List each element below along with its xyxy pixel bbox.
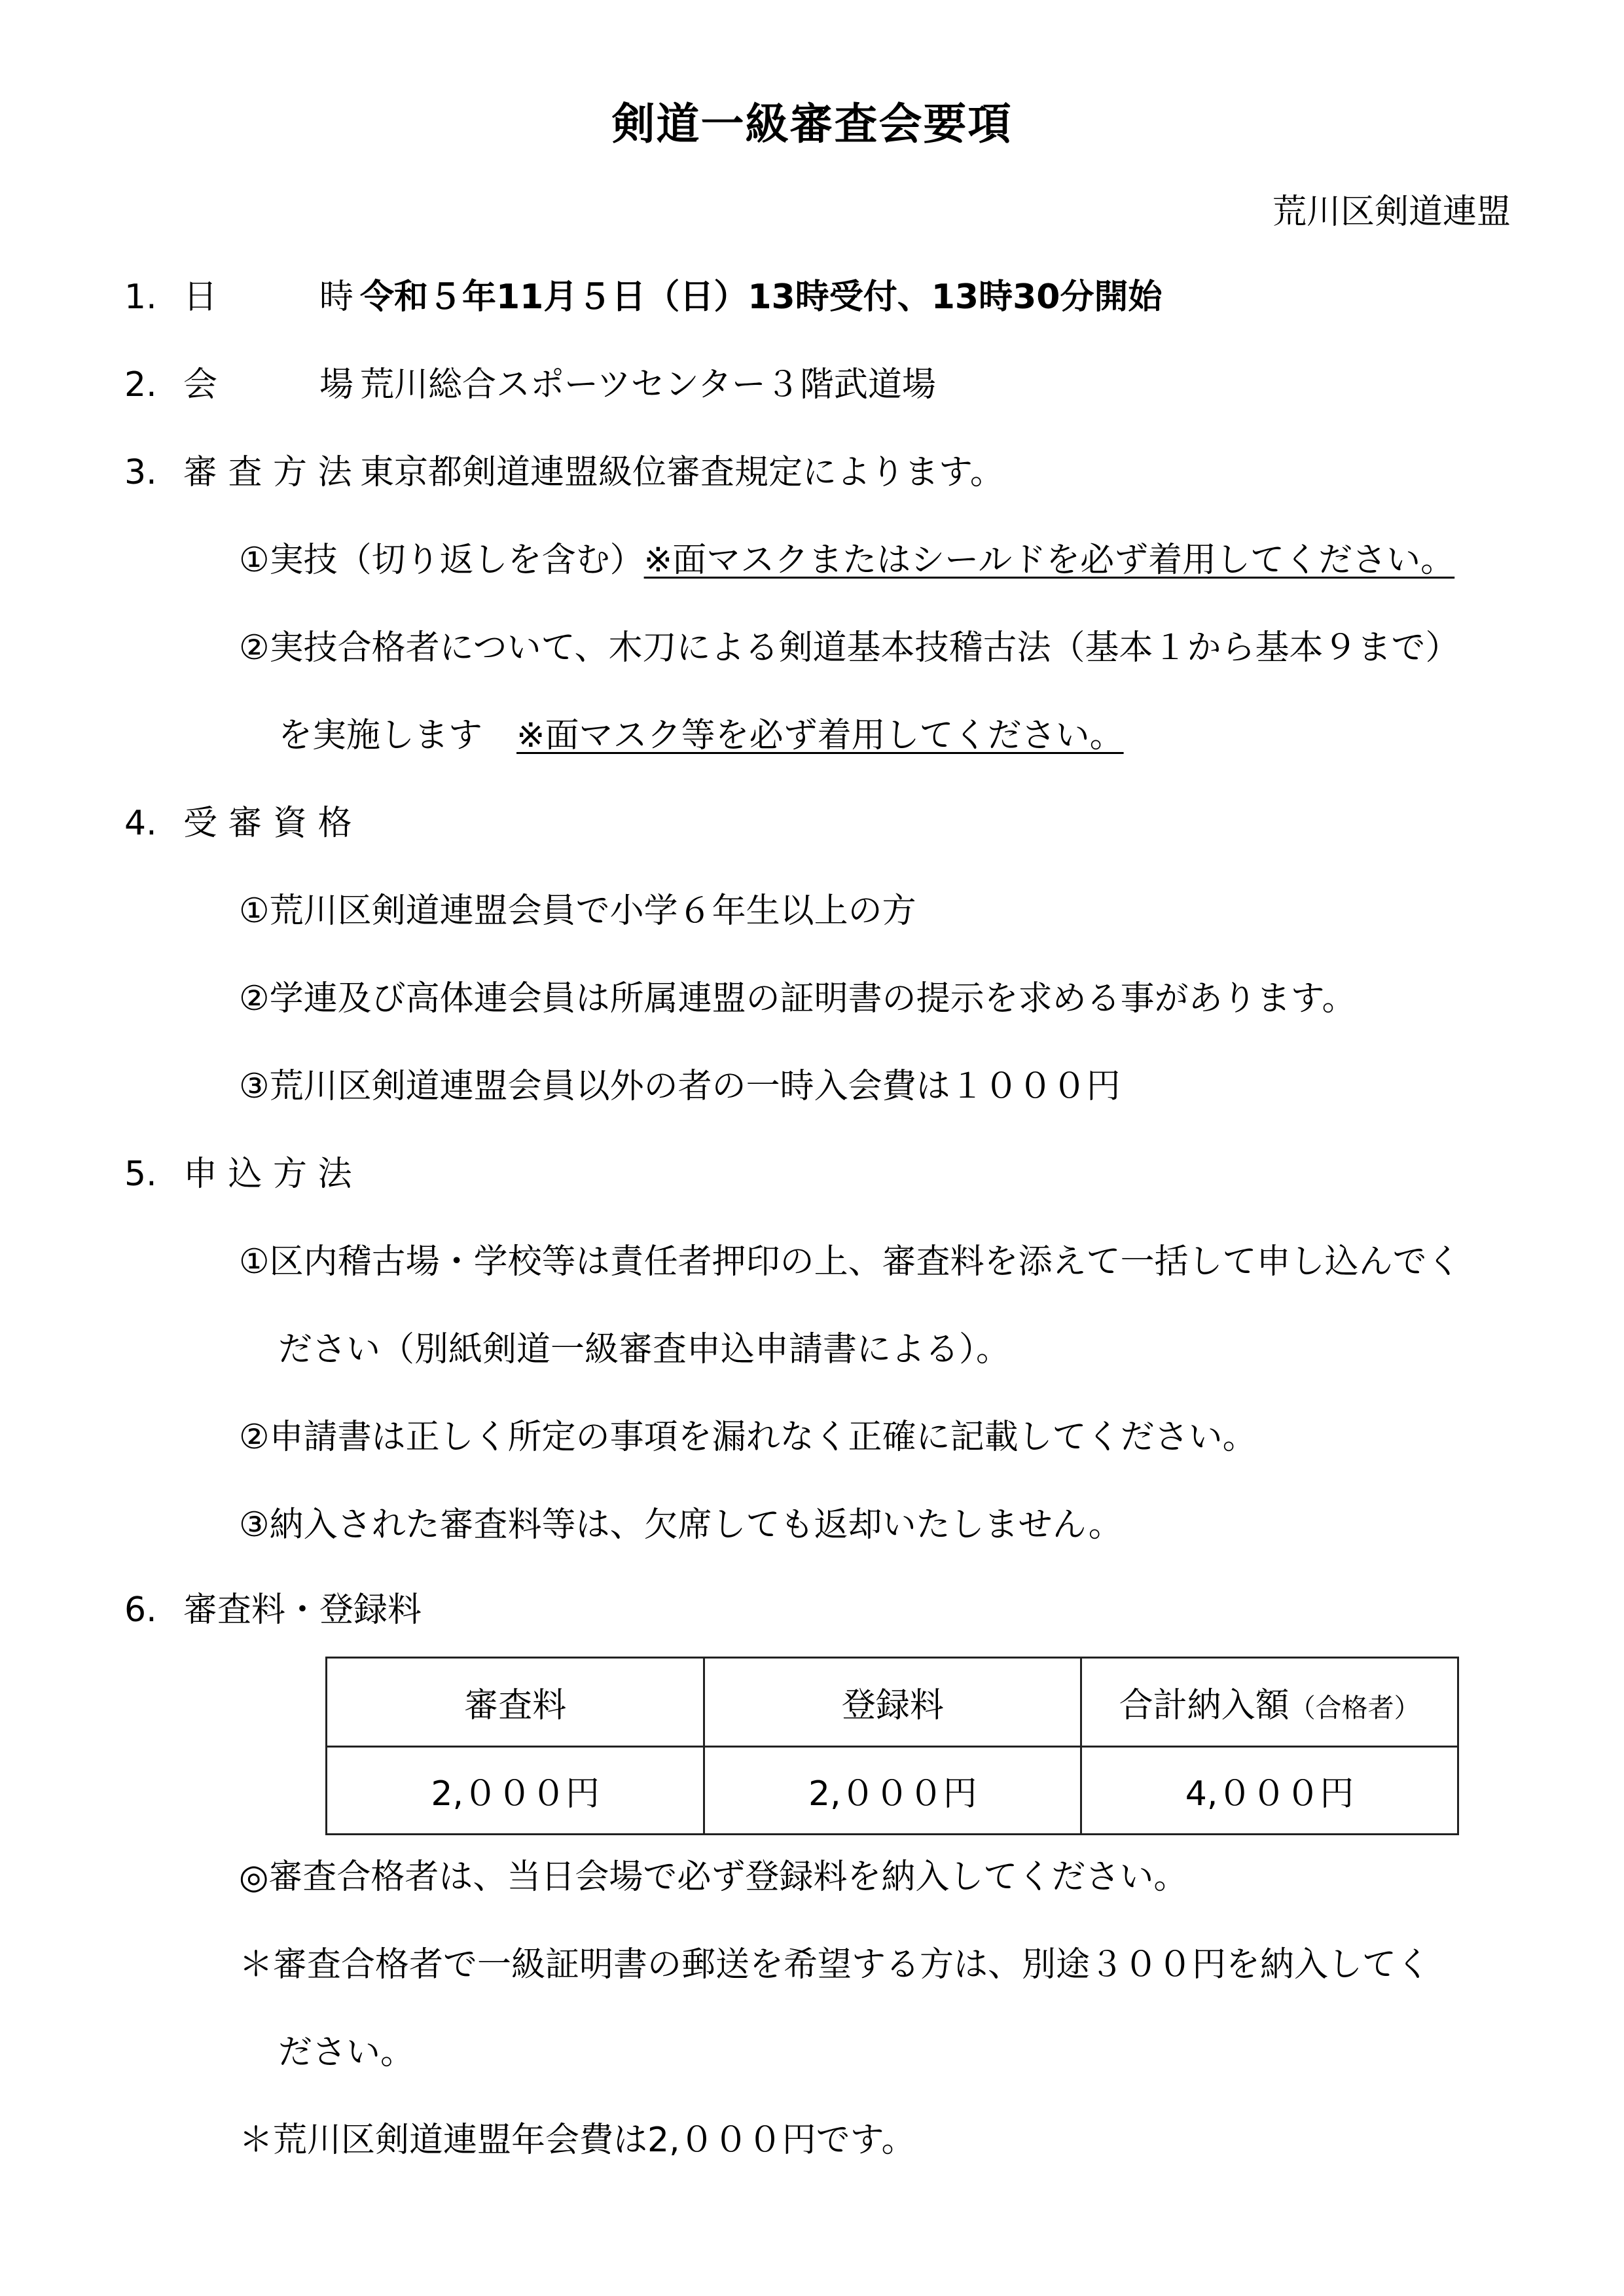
application-item-2: ②申請書は正しく所定の事項を漏れなく正確に記載してください。 [239, 1418, 1257, 1457]
fee-note-2-cont: ださい。 [278, 2033, 415, 2072]
section-method [124, 453, 1004, 492]
section-value: 令和５年11月５日（日）13時受付、13時30分開始 [360, 278, 1163, 317]
section-fees [124, 1590, 422, 1630]
section-date [124, 278, 1162, 317]
section-application [124, 1155, 352, 1194]
eligibility-item-1: ①荒川区剣道連盟会員で小学６年生以上の方 [239, 891, 916, 931]
header-total [1081, 1658, 1458, 1747]
section-number: 1. [124, 278, 157, 317]
section-label: 申 込 方 法 [183, 1155, 352, 1194]
section-eligibility [124, 804, 352, 843]
section-number: 4. [124, 804, 157, 843]
application-item-1: ①区内稽古場・学校等は責任者押印の上、審査料を添えて一括して申し込んでく [239, 1242, 1461, 1282]
section-label: 審 査 方 法 [183, 453, 352, 492]
fee-note-2: ＊審査合格者で一級証明書の郵送を希望する方は、別途３００円を納入してく [239, 1945, 1431, 1984]
section-label: 審査料・登録料 [183, 1590, 422, 1630]
item-text: を実施します [278, 716, 483, 755]
section-value: 東京都剣道連盟級位審査規定によります。 [360, 453, 1004, 492]
header-registration-fee: 登録料 [704, 1658, 1081, 1747]
section-label: 会 場 [183, 365, 354, 404]
section-number: 5. [124, 1155, 157, 1194]
section-label: 日 時 [183, 278, 354, 317]
section-number: 6. [124, 1590, 157, 1630]
organizer: 荒川区剣道連盟 [1272, 192, 1511, 232]
header-exam-fee: 審査料 [327, 1658, 704, 1747]
fee-table [325, 1657, 1459, 1835]
section-value: 荒川総合スポーツセンター３階武道場 [360, 365, 936, 404]
cell-total: 4,０００円 [1081, 1747, 1458, 1835]
cell-exam-fee: 2,０００円 [327, 1747, 704, 1835]
item-note: ※面マスク等を必ず着用してください。 [516, 716, 1124, 755]
item-text: ①実技（切り返しを含む） [239, 541, 644, 580]
method-item-2: ②実技合格者について、木刀による剣道基本技稽古法（基本１から基本９まで） [239, 628, 1460, 668]
application-item-3: ③納入された審査料等は、欠席しても返却いたしません。 [239, 1505, 1123, 1545]
eligibility-item-2: ②学連及び高体連会員は所属連盟の証明書の提示を求める事があります。 [239, 979, 1356, 1018]
item-note: ※面マスクまたはシールドを必ず着用してください。 [643, 541, 1455, 580]
section-number: 3. [124, 453, 157, 492]
cell-registration-fee: 2,０００円 [704, 1747, 1081, 1835]
section-label: 受 審 資 格 [183, 804, 352, 843]
fee-note-3: ＊荒川区剣道連盟年会費は2,０００円です。 [239, 2121, 916, 2160]
eligibility-item-3: ③荒川区剣道連盟会員以外の者の一時入会費は１０００円 [239, 1067, 1121, 1106]
page-title: 剣道一級審査会要項 [611, 99, 1013, 149]
header-total-note: （合格者） [1289, 1693, 1420, 1723]
header-total-label: 合計納入額 [1119, 1686, 1290, 1725]
fee-note-1: ◎審査合格者は、当日会場で必ず登録料を納入してください。 [239, 1857, 1188, 1897]
section-number: 2. [124, 365, 157, 404]
method-item-1 [239, 541, 1454, 580]
table-row [327, 1747, 1458, 1835]
application-item-1-cont: ださい（別紙剣道一級審査申込申請書による）。 [278, 1330, 1011, 1369]
section-venue [124, 365, 936, 404]
method-item-2-cont [278, 716, 1124, 755]
table-header-row [327, 1658, 1458, 1747]
